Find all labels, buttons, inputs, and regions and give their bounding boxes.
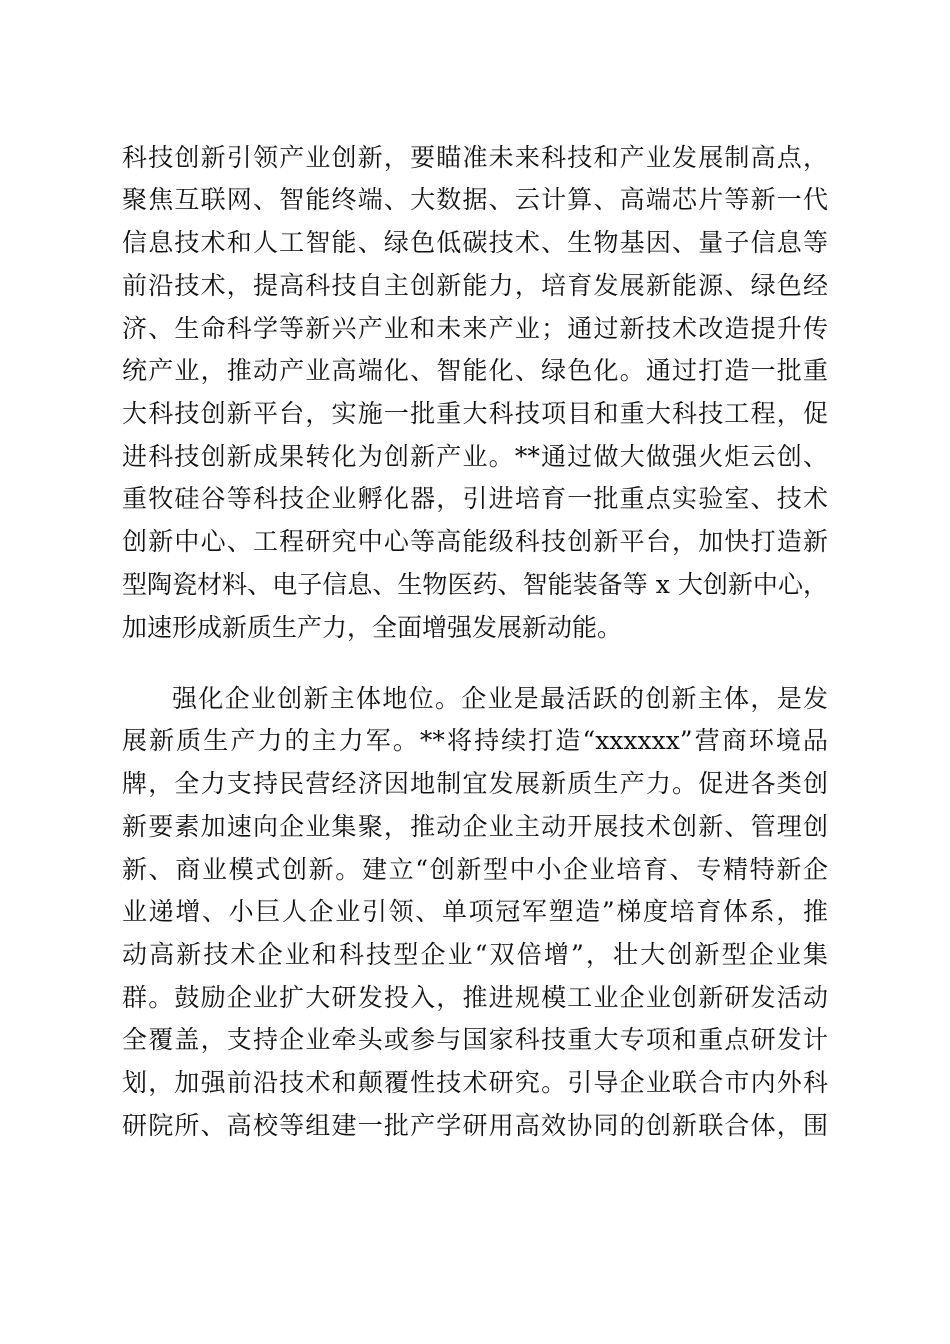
paragraph-1-line-10: 创新中心、工程研究中心等高能级科技创新平台，加快打造新: [122, 527, 828, 556]
paragraph-2-line-11: 研院所、高校等组建一批产学研用高效协同的创新联合体，围: [122, 1111, 828, 1140]
paragraph-1-line-7: 大科技创新平台，实施一批重大科技项目和重大科技工程，促: [122, 399, 828, 428]
paragraph-2-line-6: 业递增、小巨人企业引领、单项冠军塑造”梯度培育体系，推: [122, 897, 828, 926]
paragraph-1-line-3: 信息技术和人工智能、绿色低碳技术、生物基因、量子信息等: [122, 228, 828, 257]
paragraph-2-line-2: 展新质生产力的主力军。**将持续打造“xxxxxx”营商环境品: [122, 726, 828, 755]
paragraph-1-line-4: 前沿技术，提高科技自主创新能力，培育发展新能源、绿色经: [122, 271, 828, 300]
paragraph-1-line-5: 济、生命科学等新兴产业和未来产业；通过新技术改造提升传: [122, 314, 828, 343]
paragraph-2-line-1: 强化企业创新主体地位。企业是最活跃的创新主体，是发: [172, 684, 828, 713]
paragraph-2-line-9: 全覆盖，支持企业牵头或参与国家科技重大专项和重点研发计: [122, 1025, 828, 1054]
paragraph-2-line-8: 群。鼓励企业扩大研发投入，推进规模工业企业创新研发活动: [122, 983, 828, 1012]
paragraph-2-line-10: 划，加强前沿技术和颠覆性技术研究。引导企业联合市内外科: [122, 1068, 828, 1097]
paragraph-1-line-1: 科技创新引领产业创新，要瞄准未来科技和产业发展制高点，: [122, 143, 828, 172]
paragraph-1-line-8: 进科技创新成果转化为创新产业。**通过做大做强火炬云创、: [122, 442, 828, 471]
paragraph-1-line-11: 型陶瓷材料、电子信息、生物医药、智能装备等 x 大创新中心，: [122, 570, 828, 599]
paragraph-1-line-2: 聚焦互联网、智能终端、大数据、云计算、高端芯片等新一代: [122, 185, 828, 214]
paragraph-2-line-4: 新要素加速向企业集聚，推动企业主动开展技术创新、管理创: [122, 812, 828, 841]
paragraph-1-line-12: 加速形成新质生产力，全面增强发展新动能。: [122, 613, 623, 642]
paragraph-1-line-6: 统产业，推动产业高端化、智能化、绿色化。通过打造一批重: [122, 356, 828, 385]
paragraph-2-line-5: 新、商业模式创新。建立“创新型中小企业培育、专精特新企: [122, 855, 828, 884]
paragraph-2-line-7: 动高新技术企业和科技型企业“双倍增”，壮大创新型企业集: [122, 940, 828, 969]
paragraph-1-line-9: 重牧硅谷等科技企业孵化器，引进培育一批重点实验室、技术: [122, 484, 828, 513]
paragraph-2-line-3: 牌，全力支持民营经济因地制宜发展新质生产力。促进各类创: [122, 769, 828, 798]
